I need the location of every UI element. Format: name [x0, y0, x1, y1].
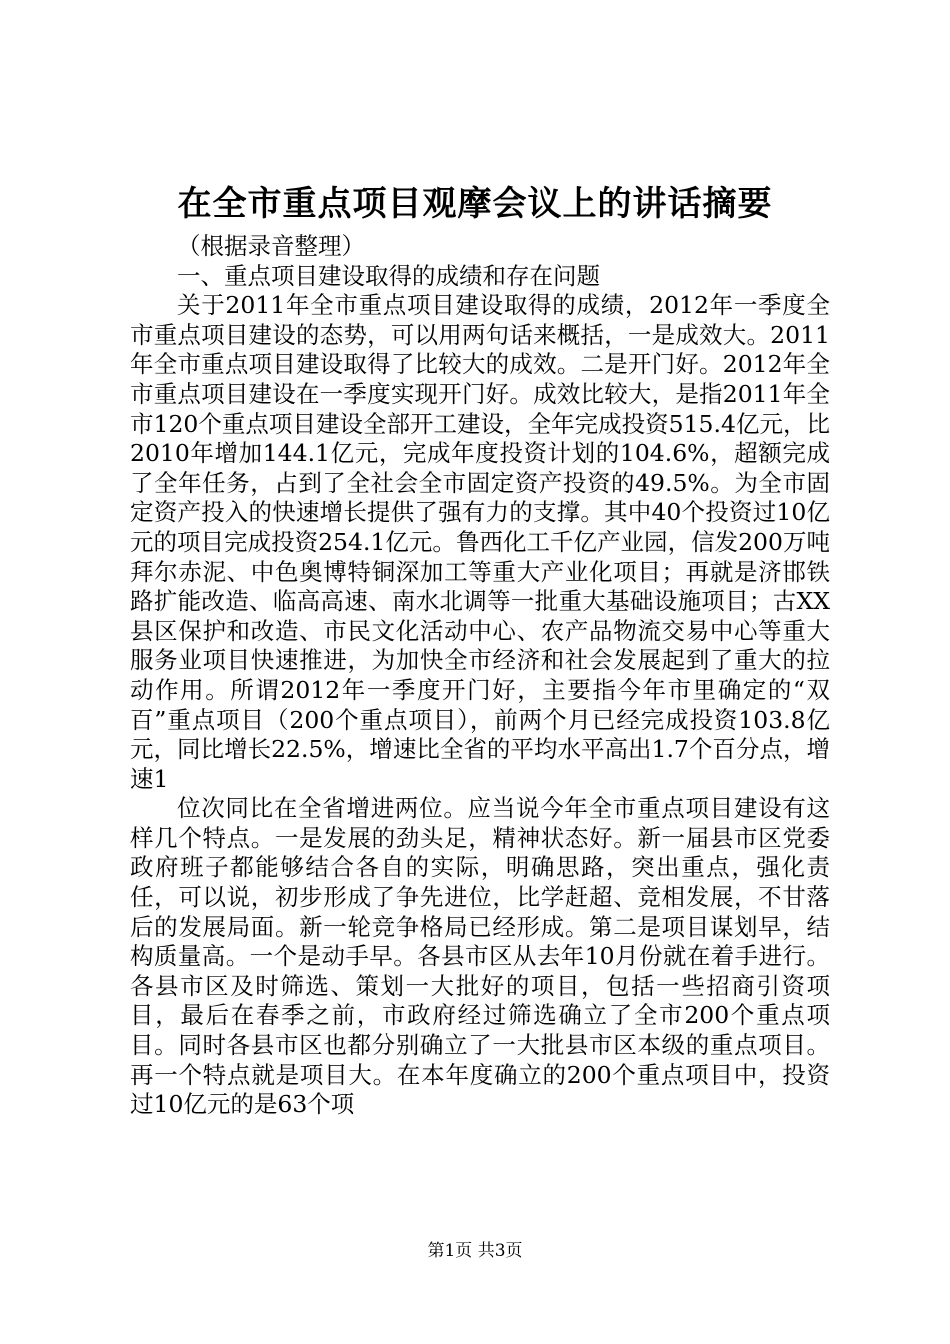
- document-title: 在全市重点项目观摩会议上的讲话摘要: [177, 184, 773, 224]
- paragraph: 关于2011年全市重点项目建设取得的成绩，2012年一季度全市重点项目建设的态势，可以用两句话来概括，一是成效大。2011年全市重点项目建设取得了比较大的成效。二是开门好。2012年全市重点项目建设在一季度实现开门好。成效比较大，是指2011年全市120个重点项目建设全部开工建设，全年完成投资515.4亿元，比2010年增加144.1亿元，完成年度投资计划的104.6%，超额完成了全年任务，占到了全社会全市固定资产投资的49.5%。为全市固定资产投入的快速增长提供了强有力的支撑。其中40个投资过10亿元的项目完成投资254.1亿元。鲁西化工千亿产业园，信发200万吨拜尔赤泥、中色奥博特铜深加工等重大产业化项目；再就是济邯铁路扩能改造、临高高速、南水北调等一批重大基础设施项目；古XX县区保护和改造、市民文化活动中心、农产品物流交易中心等重大服务业项目快速推进，为加快全市经济和社会发展起到了重大的拉动作用。所谓2012年一季度开门好，主要指今年市里确定的“双百”重点项目（200个重点项目），前两个月已经完成投资103.8亿元，同比增长22.5%，增速比全省的平均水平高出1.7个百分点，增速1: [130, 291, 830, 793]
- page-footer: 第1页 共3页: [427, 1241, 523, 1261]
- document-subtitle: （根据录音整理）: [177, 232, 365, 260]
- paragraph: 位次同比在全省增进两位。应当说今年全市重点项目建设有这样几个特点。一是发展的劲头足，精神状态好。新一届县市区党委政府班子都能够结合各自的实际，明确思路，突出重点，强化责任，可以说，初步形成了争先进位，比学赶超、竞相发展，不甘落后的发展局面。新一轮竞争格局已经形成。第二是项目谋划早，结构质量高。一个是动手早。各县市区从去年10月份就在着手进行。各县市区及时筛选、策划一大批好的项目，包括一些招商引资项目，最后在春季之前，市政府经过筛选确立了全市200个重点项目。同时各县市区也都分别确立了一大批县市区本级的重点项目。再一个特点就是项目大。在本年度确立的200个重点项目中，投资过10亿元的是63个项: [130, 794, 830, 1119]
- section-heading: 一、重点项目建设取得的成绩和存在问题: [177, 261, 600, 290]
- document-body: [130, 232, 830, 1120]
